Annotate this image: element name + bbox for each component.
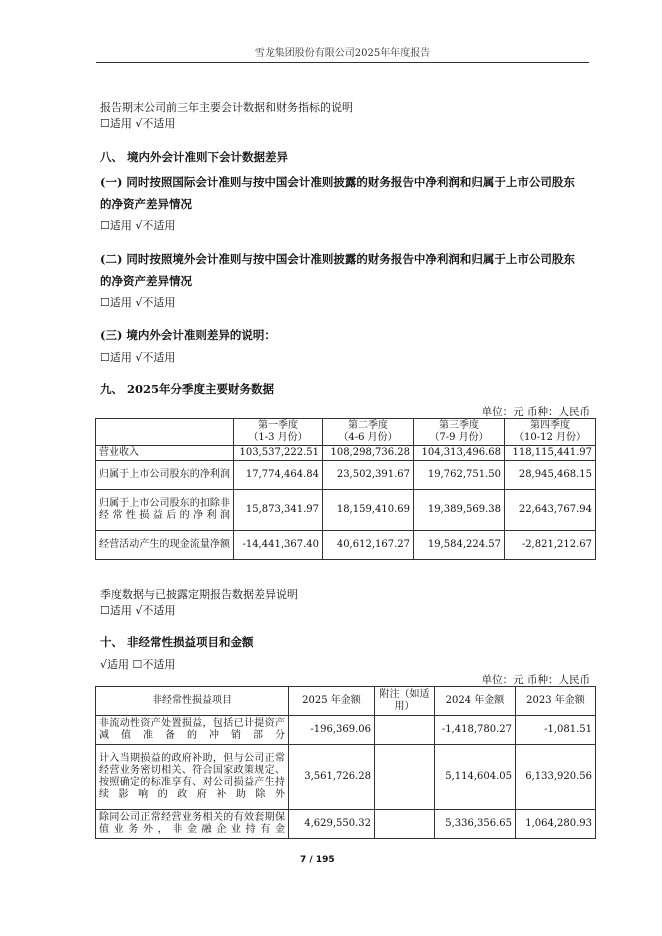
section9-note: 季度数据与已披露定期报告数据差异说明 (100, 588, 298, 601)
page-number: 7 / 195 (300, 855, 335, 865)
table-cell: 22,643,767.94 (505, 490, 596, 531)
item-cell: 计入当期损益的政府补助，但与公司正常经营业务密切相关、符合国家政策规定、按照确定的标准享有、对公司损益产生持续影响的政府补助除外 (96, 745, 289, 810)
item-cell: 除同公司正常经营业务相关的有效套期保值业务外，非金融企业持有金 (96, 810, 289, 839)
table-cell: 23,502,391.67 (323, 461, 414, 490)
column-header: 第一季度 （1-3 月份） (234, 419, 323, 446)
section8-sub2-line1: (二) 同时按照境外会计准则与按中国会计准则披露的财务报告中净利润和归属于上市公司股东 (100, 252, 575, 266)
table-cell (375, 745, 435, 810)
column-header: 2024 年金额 (435, 687, 516, 716)
intro-label: 报告期末公司前三年主要会计数据和财务指标的说明 (100, 101, 353, 114)
intro-option: ☐适用 √不适用 (100, 117, 176, 130)
table-cell: 104,313,496.68 (414, 446, 505, 461)
section10-unit: 单位：元 币种：人民币 (481, 674, 590, 686)
table-cell: 5,114,604.05 (435, 745, 516, 810)
header-rule (96, 62, 589, 63)
table-cell: -14,441,367.40 (234, 531, 323, 560)
section10-title: 十、 非经常性损益项目和金额 (100, 635, 254, 649)
page-header: 雪龙集团股份有限公司2025年年度报告 (254, 48, 431, 59)
column-header: 附注（如适用） (375, 687, 435, 716)
table-header-row (96, 687, 596, 716)
table-cell (375, 716, 435, 745)
table-cell: 5,336,356.65 (435, 810, 516, 839)
table-cell: 28,945,468.15 (505, 461, 596, 490)
table-cell: 18,159,410.69 (323, 490, 414, 531)
table-cell: 1,064,280.93 (516, 810, 596, 839)
table-row (96, 810, 596, 839)
section8-sub2-line2: 的净资产差异情况 (100, 274, 192, 288)
table-cell: 19,762,751.50 (414, 461, 505, 490)
section9-unit: 单位：元 币种：人民币 (481, 406, 590, 418)
table-cell: 40,612,167.27 (323, 531, 414, 560)
section8-sub3-option: ☐适用 √不适用 (100, 351, 176, 364)
row-label: 经营活动产生的现金流量净额 (96, 531, 234, 560)
section8-sub1-line2: 的净资产差异情况 (100, 197, 192, 211)
row-label: 归属于上市公司股东的净利润 (96, 461, 234, 490)
table-row (96, 490, 596, 531)
table-header-row (96, 419, 596, 446)
table-cell: -1,418,780.27 (435, 716, 516, 745)
table-cell: 118,115,441.97 (505, 446, 596, 461)
table-cell: 19,584,224.57 (414, 531, 505, 560)
table-cell: -1,081.51 (516, 716, 596, 745)
column-header: 2025 年金额 (289, 687, 375, 716)
table-row (96, 745, 596, 810)
column-header: 非经常性损益项目 (96, 687, 289, 716)
row-label: 营业收入 (96, 446, 234, 461)
column-header: 第三季度 （7-9 月份） (414, 419, 505, 446)
table-cell: 15,873,341.97 (234, 490, 323, 531)
section8-sub3-line1: (三) 境内外会计准则差异的说明： (100, 328, 276, 342)
table-row (96, 446, 596, 461)
table-cell: -2,821,212.67 (505, 531, 596, 560)
table-row (96, 716, 596, 745)
section9-title: 九、 2025年分季度主要财务数据 (100, 382, 275, 396)
column-header: 第四季度 （10-12 月份） (505, 419, 596, 446)
section8-sub1-line1: (一) 同时按照国际会计准则与按中国会计准则披露的财务报告中净利润和归属于上市公司股东 (100, 175, 575, 189)
section8-title: 八、 境内外会计准则下会计数据差异 (100, 150, 289, 164)
section9-note-option: ☐适用 √不适用 (100, 604, 176, 617)
table-cell: 103,537,222.51 (234, 446, 323, 461)
table-cell (375, 810, 435, 839)
table-cell: 19,389,569.38 (414, 490, 505, 531)
item-cell: 非流动性资产处置损益，包括已计提资产减值准备的冲销部分 (96, 716, 289, 745)
row-label: 归属于上市公司股东的扣除非经常性损益后的净利润 (96, 490, 234, 531)
header-blank-cell (96, 419, 234, 446)
table-cell: 17,774,464.84 (234, 461, 323, 490)
table-cell: 6,133,920.56 (516, 745, 596, 810)
table-cell: 108,298,736.28 (323, 446, 414, 461)
table-row (96, 531, 596, 560)
table-cell: 3,561,726.28 (289, 745, 375, 810)
section8-sub1-option: ☐适用 √不适用 (100, 219, 176, 232)
quarterly-table (95, 418, 596, 560)
table-cell: 4,629,550.32 (289, 810, 375, 839)
table-row (96, 461, 596, 490)
non-recurring-table (95, 686, 596, 839)
section8-sub2-option: ☐适用 √不适用 (100, 296, 176, 309)
column-header: 2023 年金额 (516, 687, 596, 716)
table-cell: -196,369.06 (289, 716, 375, 745)
section10-option: √适用 ☐不适用 (100, 658, 176, 671)
column-header: 第二季度 （4-6 月份） (323, 419, 414, 446)
